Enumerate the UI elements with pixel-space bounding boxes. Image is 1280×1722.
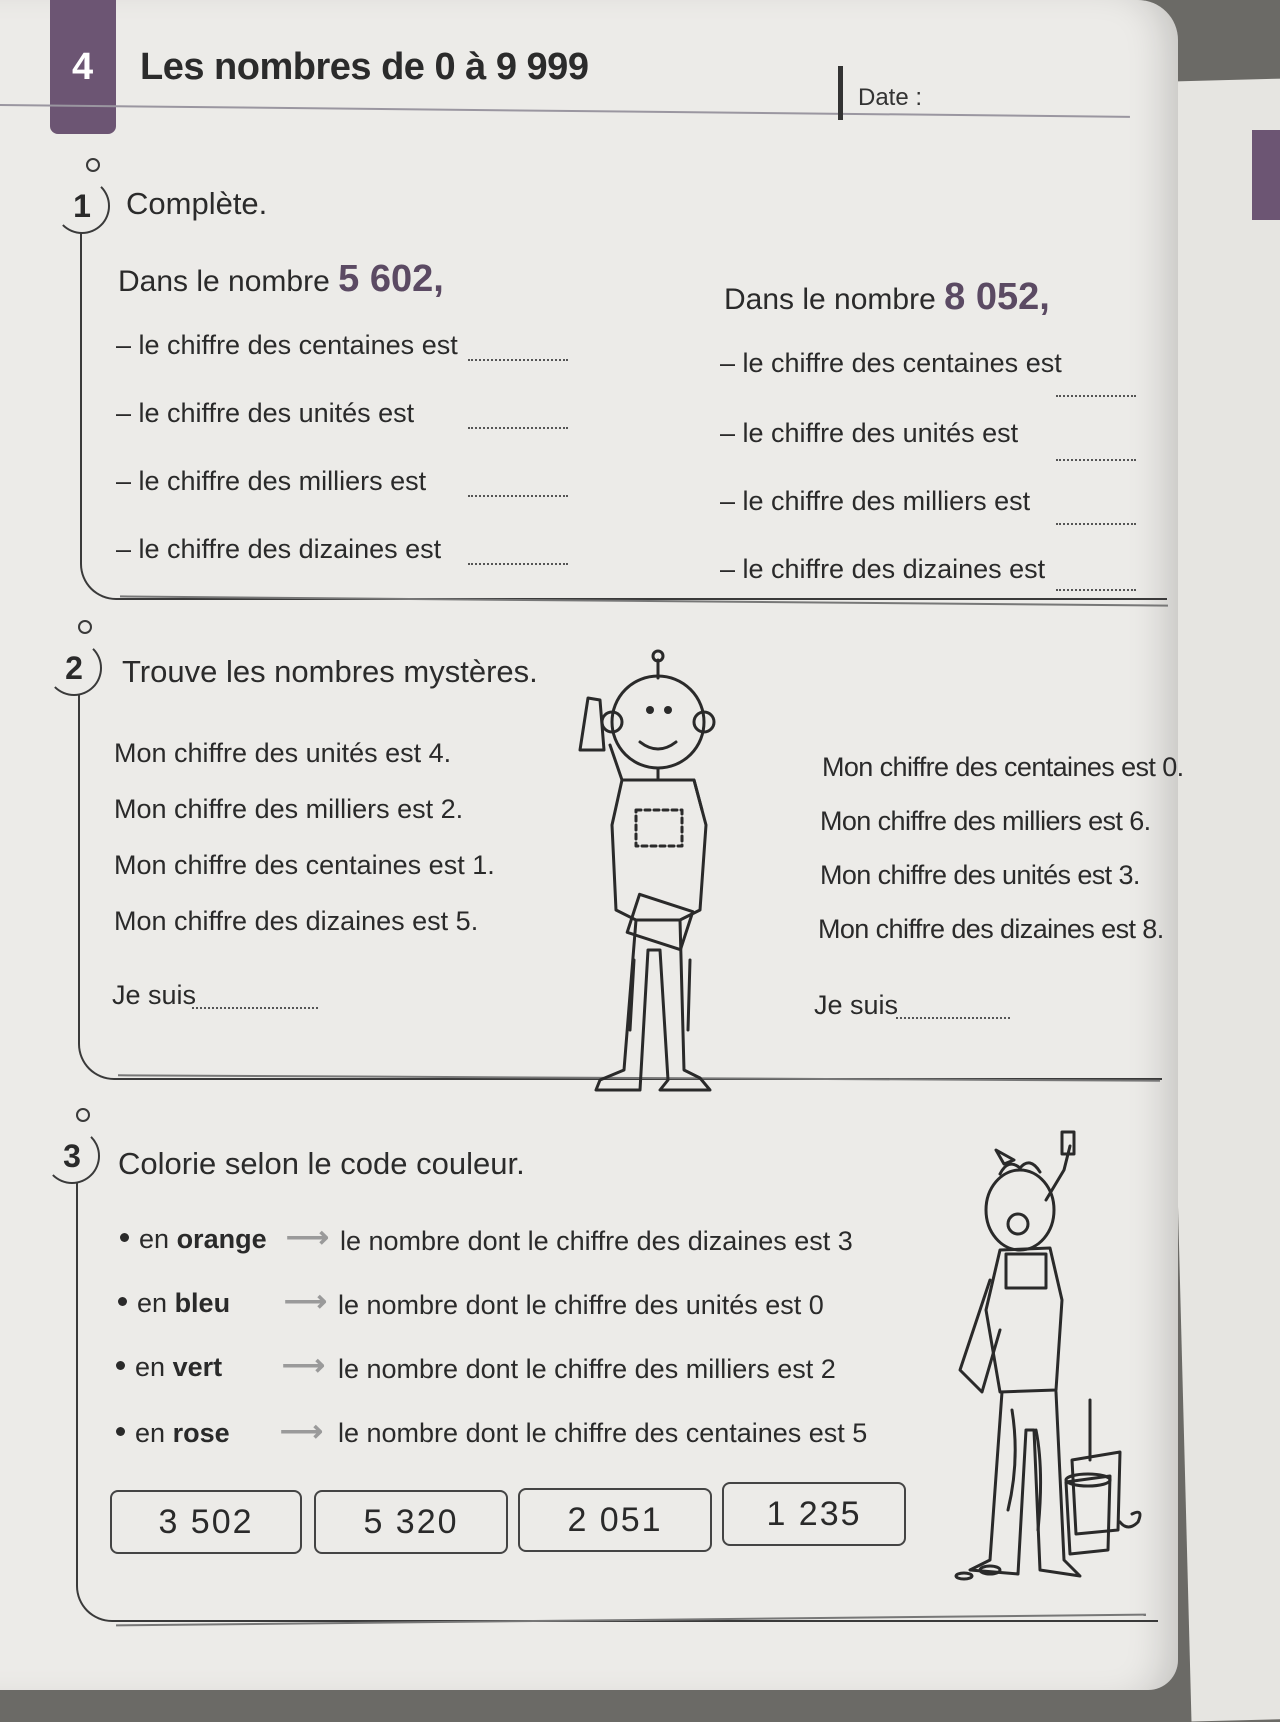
exercise1-right-line: – le chiffre des milliers est bbox=[720, 486, 1031, 516]
exercise3-instruction: Colorie selon le code couleur. bbox=[118, 1146, 525, 1181]
next-page-tab bbox=[1252, 130, 1280, 220]
color-code-row bbox=[118, 1288, 230, 1319]
exercise1-instruction: Complète. bbox=[126, 186, 268, 221]
exercise2-right-clue: Mon chiffre des unités est 3. bbox=[820, 860, 1140, 890]
color-name: bleu bbox=[174, 1288, 231, 1318]
answer-blank[interactable] bbox=[1056, 588, 1136, 591]
header-rule bbox=[0, 104, 1130, 118]
answer-blank[interactable] bbox=[1056, 458, 1136, 461]
exercise1-right-line: – le chiffre des centaines est bbox=[720, 348, 1062, 378]
date-label: Date : bbox=[858, 84, 923, 111]
number-box[interactable]: 2 051 bbox=[518, 1488, 712, 1552]
intro-text: Dans le nombre bbox=[118, 265, 330, 298]
color-prefix: en bbox=[135, 1352, 166, 1382]
comma: , bbox=[433, 258, 444, 300]
answer-blank[interactable] bbox=[468, 358, 568, 361]
color-prefix: en bbox=[137, 1288, 168, 1318]
exercise1-left-line: – le chiffre des centaines est bbox=[116, 330, 458, 360]
exercise2-left-answer-label: Je suis bbox=[112, 980, 197, 1010]
color-code-row bbox=[116, 1352, 222, 1383]
exercise2-right-clue: Mon chiffre des milliers est 6. bbox=[820, 806, 1151, 836]
answer-blank[interactable] bbox=[1056, 394, 1136, 397]
exercise1-right-line: – le chiffre des dizaines est bbox=[720, 554, 1046, 584]
bullet-icon bbox=[120, 1233, 129, 1242]
number-box[interactable]: 1 235 bbox=[722, 1482, 906, 1546]
exercise2-left-clue: Mon chiffre des unités est 4. bbox=[114, 738, 452, 768]
exercise2-left-clue: Mon chiffre des milliers est 2. bbox=[114, 794, 464, 824]
exercise1-left-line: – le chiffre des milliers est bbox=[116, 466, 427, 496]
exercise2-right-answer-label: Je suis bbox=[814, 990, 899, 1020]
answer-blank[interactable] bbox=[468, 494, 568, 497]
exercise2-left-clue: Mon chiffre des centaines est 1. bbox=[114, 850, 495, 880]
color-name: orange bbox=[176, 1224, 267, 1254]
color-code-row bbox=[116, 1418, 230, 1449]
color-prefix: en bbox=[135, 1418, 166, 1448]
exercise3-number: 3 bbox=[44, 1128, 100, 1184]
intro-text: Dans le nombre bbox=[724, 283, 936, 316]
target-number: 8 052 bbox=[944, 276, 1040, 318]
color-rule: le nombre dont le chiffre des centaines est 5 bbox=[338, 1418, 868, 1448]
arrow-right-icon: ⟶ bbox=[284, 1285, 328, 1318]
robot-character-icon bbox=[560, 650, 740, 1100]
exercise1-number: 1 bbox=[54, 178, 110, 234]
exercise1-right-line: – le chiffre des unités est bbox=[720, 418, 1019, 448]
color-code-row bbox=[120, 1224, 267, 1255]
page-title: Les nombres de 0 à 9 999 bbox=[140, 46, 589, 88]
exercise1-left-line: – le chiffre des unités est bbox=[116, 398, 415, 428]
comma: , bbox=[1039, 276, 1050, 318]
exercise1-left-line: – le chiffre des dizaines est bbox=[116, 534, 442, 564]
color-rule: le nombre dont le chiffre des milliers est 2 bbox=[338, 1354, 836, 1384]
answer-blank[interactable] bbox=[468, 562, 568, 565]
color-name: rose bbox=[172, 1418, 230, 1448]
color-rule: le nombre dont le chiffre des unités est 0 bbox=[338, 1290, 824, 1320]
exercise1-right-intro bbox=[724, 276, 1050, 319]
arrow-right-icon: ⟶ bbox=[280, 1415, 324, 1448]
bullet-icon bbox=[118, 1297, 127, 1306]
bullet-icon bbox=[116, 1361, 125, 1370]
number-box[interactable]: 5 320 bbox=[314, 1490, 508, 1554]
exercise2-right-clue: Mon chiffre des dizaines est 8. bbox=[818, 914, 1164, 944]
color-name: vert bbox=[172, 1352, 223, 1382]
exercise2-instruction: Trouve les nombres mystères. bbox=[122, 654, 538, 689]
color-prefix: en bbox=[139, 1224, 170, 1254]
number-box[interactable]: 3 502 bbox=[110, 1490, 302, 1554]
exercise2-left-clue: Mon chiffre des dizaines est 5. bbox=[114, 906, 479, 936]
color-rule: le nombre dont le chiffre des dizaines est 3 bbox=[340, 1226, 853, 1256]
target-number: 5 602 bbox=[338, 258, 434, 300]
bullet-icon bbox=[116, 1427, 125, 1436]
painter-character-icon bbox=[960, 1130, 1150, 1590]
exercise2-number: 2 bbox=[46, 640, 102, 696]
answer-blank[interactable] bbox=[468, 426, 568, 429]
answer-blank[interactable] bbox=[1056, 522, 1136, 525]
exercise1-left-intro bbox=[118, 258, 444, 301]
answer-blank[interactable] bbox=[192, 1006, 318, 1009]
arrow-right-icon: ⟶ bbox=[286, 1221, 330, 1254]
exercise2-right-clue: Mon chiffre des centaines est 0. bbox=[822, 752, 1184, 782]
date-separator bbox=[838, 66, 843, 120]
arrow-right-icon: ⟶ bbox=[282, 1349, 326, 1382]
answer-blank[interactable] bbox=[896, 1016, 1010, 1019]
chapter-number: 4 bbox=[72, 46, 94, 88]
